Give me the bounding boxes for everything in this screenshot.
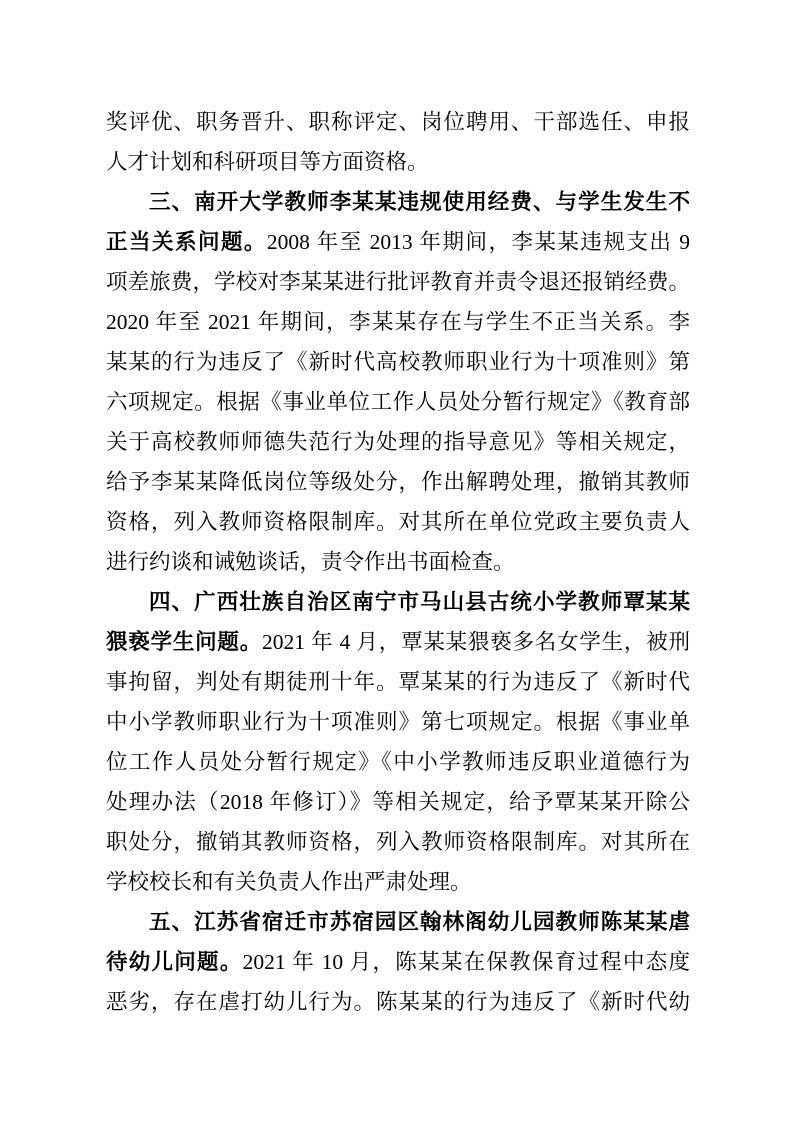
body-text-segment: 某某的行为违反了《新时代高校教师职业行为十项准则》第 bbox=[106, 350, 690, 374]
body-text-segment: 2008 年至 2013 年期间，李某某违规支出 9 bbox=[266, 230, 690, 254]
body-text-segment: 职处分，撤销其教师资格，列入教师资格限制库。对其所在 bbox=[106, 830, 690, 854]
body-text-segment: 位工作人员处分暂行规定》《中小学教师违反职业道德行为 bbox=[106, 750, 690, 774]
text-line bbox=[106, 782, 690, 822]
text-line bbox=[106, 302, 690, 342]
text-line bbox=[106, 462, 690, 502]
text-line bbox=[106, 542, 690, 582]
document-body bbox=[106, 102, 690, 1022]
case-heading-segment: 三、南开大学教师李某某违规使用经费、与学生发生不 bbox=[149, 190, 690, 214]
text-line bbox=[106, 862, 690, 902]
body-text-segment: 给予李某某降低岗位等级处分，作出解聘处理，撤销其教师 bbox=[106, 470, 690, 494]
text-line bbox=[106, 622, 690, 662]
body-text-segment: 学校校长和有关负责人作出严肃处理。 bbox=[106, 870, 472, 894]
text-line bbox=[106, 342, 690, 382]
body-text-segment: 六项规定。根据《事业单位工作人员处分暂行规定》《教育部 bbox=[106, 390, 690, 414]
text-line bbox=[106, 142, 690, 182]
text-line bbox=[106, 742, 690, 782]
case-heading-segment: 猥亵学生问题。 bbox=[106, 630, 262, 654]
text-line bbox=[106, 822, 690, 862]
body-text-segment: 处理办法（2018 年修订）》等相关规定，给予覃某某开除公 bbox=[106, 790, 690, 814]
body-text-segment: 资格，列入教师资格限制库。对其所在单位党政主要负责人 bbox=[106, 510, 690, 534]
text-line bbox=[106, 942, 690, 982]
body-text-segment: 奖评优、职务晋升、职称评定、岗位聘用、干部选任、申报 bbox=[106, 110, 690, 134]
body-text-segment: 2021 年 10 月，陈某某在保教保育过程中态度 bbox=[242, 950, 690, 974]
body-text-segment: 2020 年至 2021 年期间，李某某存在与学生不正当关系。李 bbox=[106, 310, 690, 334]
case-heading-segment: 四、广西壮族自治区南宁市马山县古统小学教师覃某某 bbox=[149, 590, 690, 614]
text-line bbox=[106, 262, 690, 302]
text-line bbox=[106, 222, 690, 262]
body-text-segment: 进行约谈和诫勉谈话，责令作出书面检查。 bbox=[106, 550, 515, 574]
text-line bbox=[106, 382, 690, 422]
case-heading-segment: 待幼儿问题。 bbox=[106, 950, 243, 974]
text-line bbox=[106, 102, 690, 142]
text-line bbox=[106, 982, 690, 1022]
body-text-segment: 中小学教师职业行为十项准则》第七项规定。根据《事业单 bbox=[106, 710, 690, 734]
text-line bbox=[106, 902, 690, 942]
text-line bbox=[106, 422, 690, 462]
text-line bbox=[106, 662, 690, 702]
case-heading-segment: 正当关系问题。 bbox=[106, 230, 267, 254]
body-text-segment: 人才计划和科研项目等方面资格。 bbox=[106, 150, 429, 174]
body-text-segment: 恶劣，存在虐打幼儿行为。陈某某的行为违反了《新时代幼 bbox=[106, 990, 690, 1014]
text-line bbox=[106, 182, 690, 222]
body-text-segment: 事拘留，判处有期徒刑十年。覃某某的行为违反了《新时代 bbox=[106, 670, 690, 694]
text-line bbox=[106, 502, 690, 542]
body-text-segment: 2021 年 4 月，覃某某猥亵多名女学生，被刑 bbox=[262, 630, 690, 654]
text-line bbox=[106, 582, 690, 622]
body-text-segment: 项差旅费，学校对李某某进行批评教育并责令退还报销经费。 bbox=[106, 270, 690, 294]
case-heading-segment: 五、江苏省宿迁市苏宿园区翰林阁幼儿园教师陈某某虐 bbox=[149, 910, 690, 934]
text-line bbox=[106, 702, 690, 742]
body-text-segment: 关于高校教师师德失范行为处理的指导意见》等相关规定， bbox=[106, 430, 690, 454]
